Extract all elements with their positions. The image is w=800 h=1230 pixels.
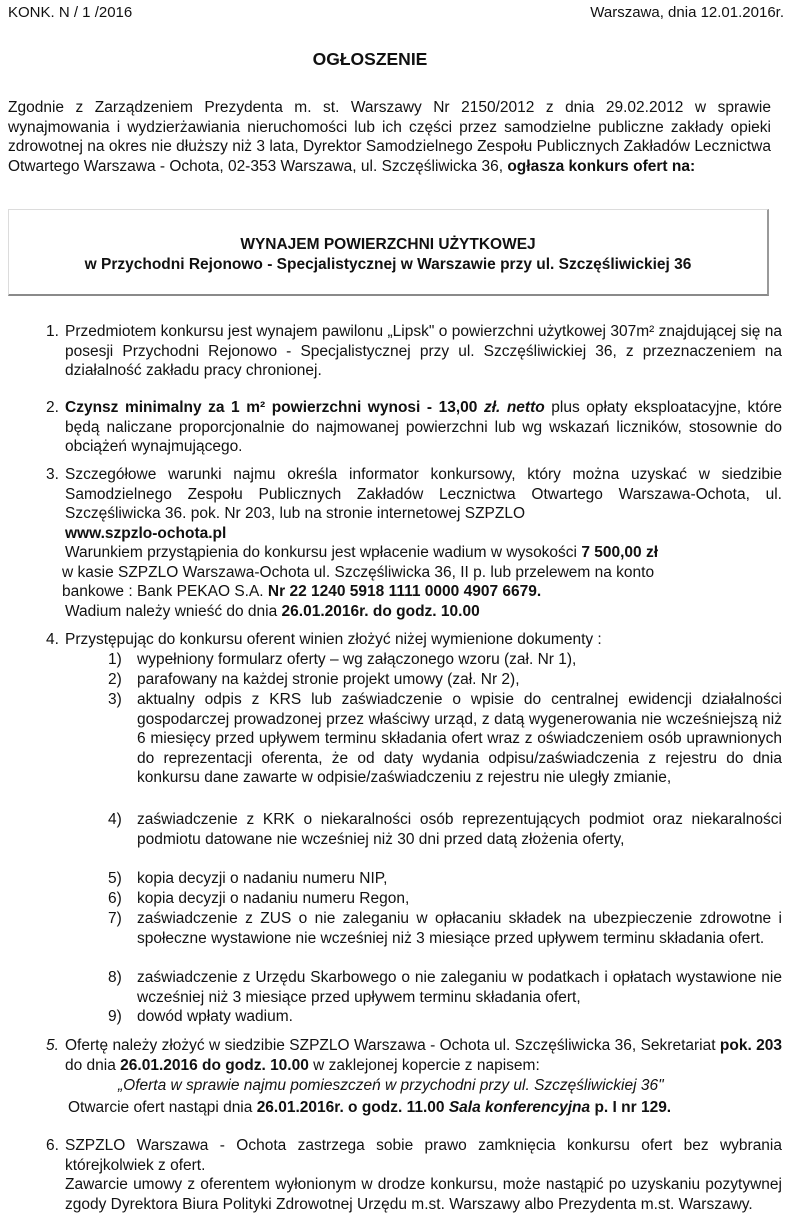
opening-date: 26.01.2016r. o godz. 11.00: [256, 1099, 449, 1116]
document-item: [108, 810, 782, 849]
terms-text: Szczegółowe warunki najmu określa informator konkursowy, który można uzyskać w siedzibie Samodzielnego Zespołu Publicznych Zakładów Lecznictwa Otwartego Warszawa-Ochota, ul. Szczęśliwicka 36. pok. Nr 203, lub na stronie internetowej SZPZLO: [65, 466, 782, 522]
section-5: [40, 1036, 782, 1075]
website-link[interactable]: www.szpzlo-ochota.pl: [65, 524, 227, 542]
section-6: [40, 1136, 782, 1214]
section-text: [65, 1036, 782, 1075]
document-text: zaświadczenie z KRK o niekaralności osób reprezentujących podmiot oraz niekaralności podmiotu datowane nie wcześniej niż 30 dni przed datą złożenia oferty,: [137, 811, 782, 848]
deposit-text: Warunkiem przystąpienia do konkursu jest wpłacenie wadium w wysokości: [65, 544, 582, 561]
document-text: zaświadczenie z Urzędu Skarbowego o nie zaleganiu w podatkach i opłatach wystawione nie wcześniej niż 3 miesiące przed upływem terminu składania ofert,: [137, 969, 782, 1006]
document-text: kopia decyzji o nadaniu numeru Regon,: [137, 890, 410, 907]
subject-box: [8, 209, 769, 296]
document-text: aktualny odpis z KRS lub zaświadczenie o wpisie do centralnej ewidencji działalności gospodarczej prowadzonej przez właściwy urząd, z datą wygenerowania nie wcześniejszą niż 6 miesięcy przed upływem terminu składania ofert wraz z oświadczeniem osób uprawnionych do reprezentacji oferenta, że od daty wydania odpisu/zaświadczenia z rejestru do dnia konkursu dane zawarte w odpisie/zaświadczeniu z rejestru nie uległy zmianie,: [137, 691, 782, 786]
opening-text: Otwarcie ofert nastąpi dnia: [68, 1099, 257, 1116]
bank-label: bankowe : Bank PEKAO S.A.: [62, 583, 268, 600]
envelope-inscription-row: [118, 1076, 758, 1096]
rent-details: plus opłaty eksploatacyjne, które będą naliczane proporcjonalnie do najmowanej powierzchni lub wg wskazań liczników, stosownie do obciążeń wynajmującego.: [65, 399, 782, 455]
submission-room: pok. 203: [719, 1037, 782, 1054]
section-text: [62, 465, 782, 621]
document-number: 4): [108, 811, 122, 828]
subject-line-1: WYNAJEM POWIERZCHNI UŻYTKOWEJ: [240, 236, 536, 253]
document-item: [108, 869, 782, 889]
deadline-value: 26.01.2016r. do godz. 10.00: [281, 602, 480, 620]
intro-paragraph: [8, 98, 771, 176]
section-number: 2.: [46, 399, 59, 416]
section-text: Przystępując do konkursu oferent winien złożyć niżej wymienione dokumenty :: [65, 631, 602, 648]
document-item: [108, 889, 782, 909]
document-number: 9): [108, 1008, 122, 1025]
document-item: [108, 1007, 782, 1027]
document-number: 5): [108, 870, 122, 887]
opening-room-number: p. I nr 129.: [590, 1099, 672, 1116]
document-text: parafowany na każdej stronie projekt umowy (zał. Nr 2),: [137, 671, 520, 688]
document-item: [108, 690, 782, 788]
document-number: 7): [108, 910, 122, 927]
rent-minimum: Czynsz minimalny za 1 m² powierzchni wynosi - 13,00: [65, 399, 484, 416]
reference-number: KONK. N / 1 /2016: [8, 4, 133, 21]
document-number: 1): [108, 651, 122, 668]
intro-bold: ogłasza konkurs ofert na:: [507, 157, 696, 175]
subject-line-2: w Przychodni Rejonowo - Specjalistycznej w Warszawie przy ul. Szczęśliwickiej 36: [84, 255, 692, 273]
envelope-inscription: „Oferta w sprawie najmu pomieszczeń w przychodni przy ul. Szczęśliwickiej 36": [118, 1077, 664, 1094]
document-number: 2): [108, 671, 122, 688]
section-number: 3.: [46, 466, 59, 483]
deadline-label: Wadium należy wnieść do dnia: [65, 602, 282, 620]
document-item: [108, 909, 782, 948]
document-item: [108, 670, 782, 690]
page-title: OGŁOSZENIE: [312, 49, 428, 69]
submission-text-2: do dnia: [65, 1056, 121, 1074]
document-text: dowód wpłaty wadium.: [137, 1008, 293, 1025]
section-number: 4.: [46, 631, 59, 648]
section-number: 5.: [46, 1037, 59, 1054]
document-text: kopia decyzji o nadaniu numeru NIP,: [137, 870, 388, 887]
intro-text: Zgodnie z Zarządzeniem Prezydenta m. st. Warszawy Nr 2150/2012 z dnia 29.02.2012 w sprawie wynajmowania i wydzierżawiania nieruchomości lub ich części przez samodzielne publiczne zakłady opieki zdrowotnej na okres nie dłuższy niż 3 lata, Dyrektor Samodzielnego Zespołu Publicznych Zakładów Lecznictwa Otwartego Warszawa - Ochota, 02-353 Warszawa, ul. Szczęśliwicka 36,: [8, 99, 771, 175]
deposit-text-2: w kasie SZPZLO Warszawa-Ochota ul. Szczęśliwicka 36, II p. lub przelewem na konto: [62, 563, 655, 581]
document-number: 3): [108, 691, 122, 708]
reservation-text: SZPZLO Warszawa - Ochota zastrzega sobie prawo zamknięcia konkursu ofert bez wybrania którejkolwiek z ofert.: [65, 1137, 782, 1174]
document-number: 6): [108, 890, 122, 907]
section-2: [40, 398, 782, 457]
document-item: [108, 968, 782, 1007]
bank-account: Nr 22 1240 5918 1111 0000 4907 6679.: [267, 583, 542, 600]
section-1: [40, 322, 782, 381]
document-date: Warszawa, dnia 12.01.2016r.: [590, 4, 784, 21]
document-number: 8): [108, 969, 122, 986]
section-3: [40, 465, 782, 621]
section-text: [65, 1136, 782, 1214]
contract-text: Zawarcie umowy z oferentem wyłonionym w drodze konkursu, może nastąpić po uzyskaniu pozytywnej zgody Dyrektora Biura Polityki Zdrowotnej Urzędu m.st. Warszawy albo Prezydenta m.st. Warszawy.: [65, 1176, 782, 1213]
document-text: zaświadczenie z ZUS o nie zaleganiu w opłacaniu składek na ubezpieczenie zdrowotne i społeczne wystawione nie wcześniej niż 3 miesiące przed upływem terminu składania ofert.: [137, 910, 782, 947]
section-number: 6.: [46, 1137, 59, 1154]
section-number: 1.: [46, 323, 59, 340]
document-text: wypełniony formularz oferty – wg załączonego wzoru (zał. Nr 1),: [137, 651, 577, 668]
submission-deadline: 26.01.2016 do godz. 10.00: [120, 1056, 309, 1074]
submission-text-3: w zaklejonej kopercie z napisem:: [308, 1056, 540, 1074]
submission-text: Ofertę należy złożyć w siedzibie SZPZLO Warszawa - Ochota ul. Szczęśliwicka 36, Sekretariat: [65, 1037, 720, 1054]
opening-room-name: Sala konferencyjna: [448, 1099, 591, 1116]
deposit-amount: 7 500,00 zł: [581, 544, 659, 561]
opening-row: [68, 1098, 788, 1118]
section-4: [40, 630, 782, 650]
document-item: [108, 650, 782, 670]
section-text: Przedmiotem konkursu jest wynajem pawilonu „Lipsk" o powierzchni użytkowej 307m² znajdującej się na posesji Przychodni Rejonowo - Specjalistycznej przy ul. Szczęśliwickiej 36, z przeznaczeniem na działalność zakładu pracy chronionej.: [65, 323, 782, 379]
rent-currency-netto: zł. netto: [483, 399, 545, 416]
section-text: [65, 398, 782, 457]
